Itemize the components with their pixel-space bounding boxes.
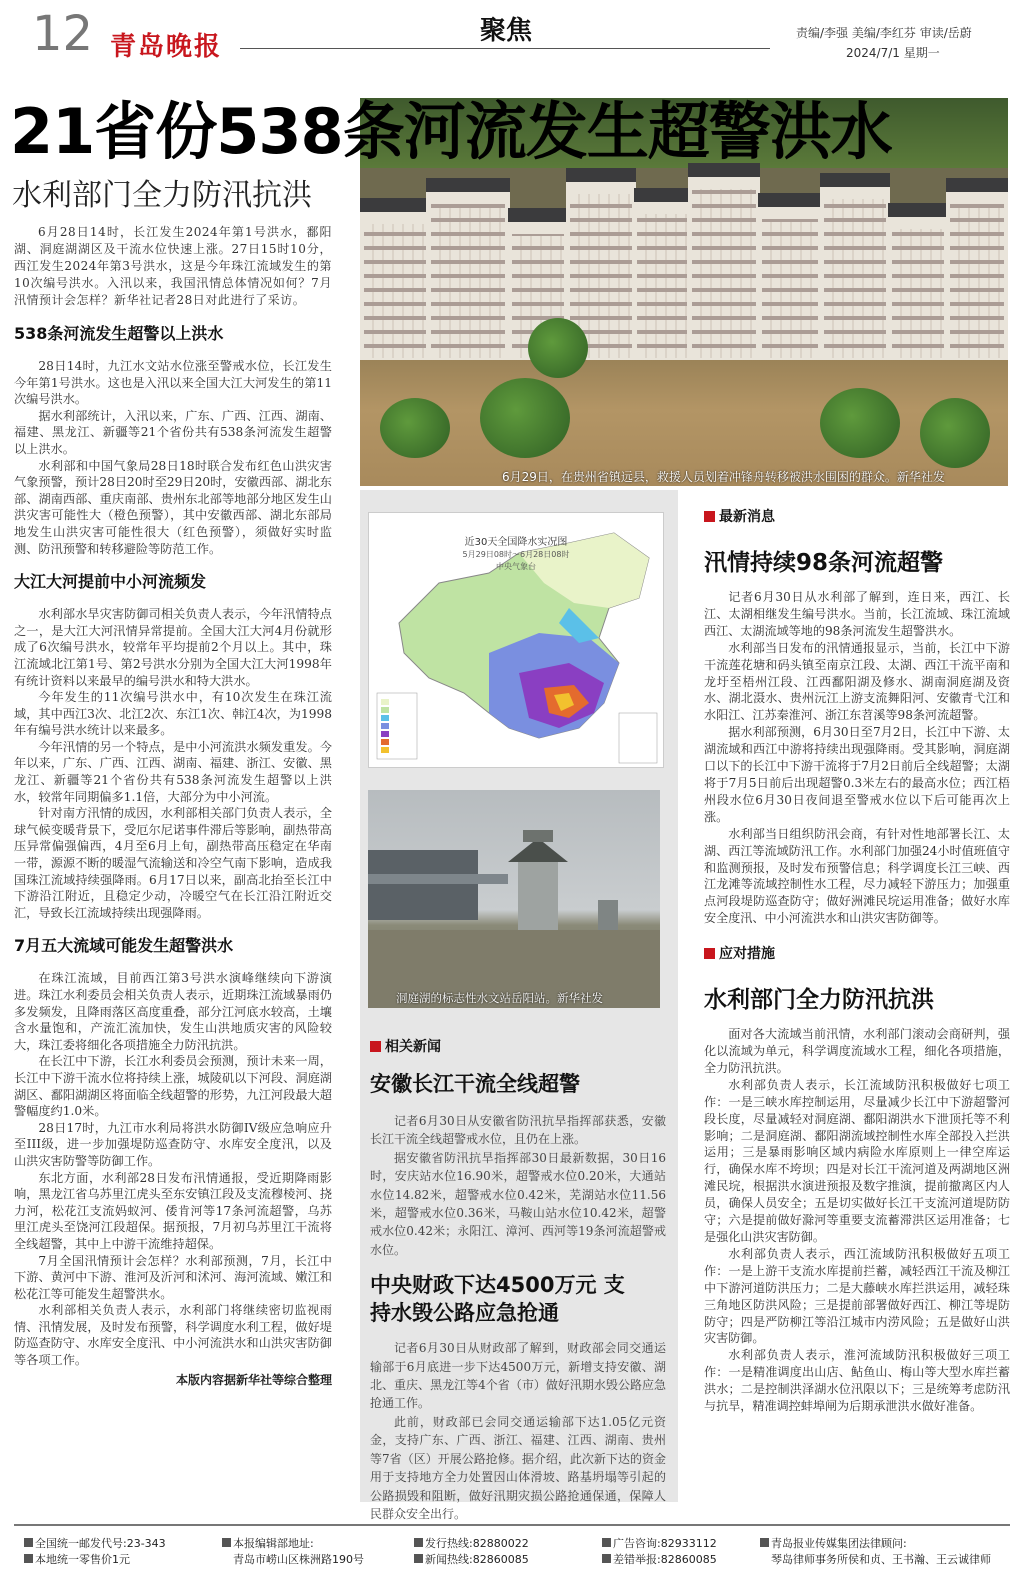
section-heading: 538条河流发生超警以上洪水	[14, 324, 224, 343]
latest-news-paragraph: 据水利部预测，6月30日至7月2日，长江中下游、太湖流域和西江中游将持续出现强降雨。受其影响，洞庭湖口以下的长江中下游干流将于7月2日前后全线超警；太湖将于7月5日前后出现超警0.3米左右的最高水位；西江梧州段水位6月30日夜间退至警戒水位以下后可能再次上涨。	[704, 725, 1010, 824]
main-article	[14, 224, 332, 1388]
riverside-buildings	[360, 158, 1008, 368]
latest-news-paragraph: 水利部当日发布的汛情通报显示，当前，长江中下游干流莲花塘和码头镇至南京江段、太湖、西江干流平南和龙圩至梧州江段、江西鄱阳湖及修水、湖南洞庭湖及资水、湖北滠水、贵州沅江上游支流舞阳河、安徽青弋江和水阳江、江苏秦淮河、浙江东苕溪等98条河流超警。	[704, 640, 1010, 723]
section-heading: 大江大河提前中小河流频发	[14, 572, 207, 592]
section-heading: 7月五大流域可能发生超警洪水	[14, 936, 234, 956]
measures-heading: 水利部门全力防汛抗洪	[704, 987, 934, 1014]
article-lead: 6月28日14时，长江发生2024年第1号洪水，鄱阳湖、洞庭湖湖区及干流水位快速上涨。27日15时10分，西江发生2024年第3号洪水，这是今年珠江流域发生的第10次编号洪水。入汛以来，我国汛情总体情况如何？7月汛情预计会怎样？新华社记者28日对此进行了采访。	[14, 225, 332, 307]
footer-text: 全国统一邮发代号:23-343	[35, 1537, 166, 1550]
station-photo-caption: 洞庭湖的标志性水文站岳阳站。新华社发	[396, 991, 603, 1005]
related-news	[370, 1036, 666, 1523]
article-paragraph: 今年汛情的另一个特点，是中小河流洪水频发重发。今年以来，广东、广西、江西、湖南、福建、浙江、安徽、黑龙江、新疆等21个省份共有538条河流发生超警以上洪水，较常年同期偏多1.1倍，大部分为中小河流。	[14, 739, 332, 804]
measures-paragraph: 水利部负责人表示，西江流域防汛积极做好五项工作：一是上游干支流水库提前拦蓄，减轻西江干流及柳江中下游河道防洪压力；二是大藤峡水库拦洪运用，减轻珠三角地区防洪风险；三是提前部署做好西江、柳江等堤防防守；四是严防柳江等沿江城市内涝风险；五是做好山洪灾害防御。	[704, 1246, 1010, 1346]
article-paragraph: 在长江中下游，长江水利委员会预测，预计未来一周，长江中下游干流水位将持续上涨，城陵矶以下河段、洞庭湖湖区、鄱阳湖湖区将面临全线超警的形势，九江河段最大超警幅度约1.0米。	[14, 1054, 332, 1119]
article-paragraph: 水利部水旱灾害防御司相关负责人表示，今年汛情特点之一，是大江大河汛情异常提前。全国大江大河4月份就形成了6次编号洪水，较常年平均提前2个月以上。其中，珠江流域北江第1号、第2号洪水分别为全国大江大河1998年有统计资料以来最早的编号洪水和特大洪水。	[14, 607, 332, 688]
hero-photo-caption: 6月29日，在贵州省镇远县，救援人员划着冲锋舟转移被洪水围困的群众。新华社发	[502, 470, 945, 484]
footer-text: 青岛报业传媒集团法律顾问:	[771, 1537, 907, 1550]
article-paragraph: 28日17时，九江市水利局将洪水防御IV级应急响应升至III级，进一步加强堤防巡查防守、水库安全度汛，以及山洪灾害防警等防御工作。	[14, 1120, 332, 1168]
page-number: 12	[32, 6, 94, 62]
measures-paragraph: 水利部负责人表示，长江流域防汛积极做好七项工作：一是三峡水库控制运用，尽量减少长江中下游超警河段长度，尽量减轻对洞庭湖、鄱阳湖洪水下泄顶托等不利影响；二是洞庭湖、鄱阳湖流域控制性水库全部投入拦洪运用；三是暴雨影响区域内病险水库原则上一律空库运行，确保水库不垮坝；四是对长江干流河道及两湖地区洲滩民垸，根据洪水演进预报及数字推演，提前撤离区内人员，确保人员安全；五是切实做好长江干支流河道堤防防守；六是提前做好滁河等重要支流蓄滞洪区运用准备；七是强化山洪灾害防御。	[704, 1077, 1010, 1244]
main-headline: 21省份538条河流发生超警洪水	[10, 95, 892, 168]
hydrology-station-photo	[368, 790, 660, 1008]
footer-item-address	[222, 1536, 364, 1568]
map-source: 中央气象台	[496, 562, 536, 571]
sub-headline: 水利部门全力防汛抗洪	[12, 178, 312, 213]
measures-tag: 应对措施	[704, 943, 1010, 963]
article-paragraph: 水利部和中国气象局28日18时联合发布红色山洪灾害气象预警，预计28日20时至29日20时，安徽西部、湖北东部、湖南西部、重庆南部、贵州东北部等地部分地区发生山洪灾害可能性大（橙色预警），其中安徽西部、湖北东部局地发生山洪灾害可能性很大（红色预警），须做好实时监测、防汛预警和转移避险等防范工作。	[14, 458, 332, 556]
latest-news-paragraph: 记者6月30日从水利部了解到，连日来，西江、长江、太湖相继发生编号洪水。当前，长江流域、珠江流域西江、太湖流域等地的98条河流发生超警洪水。	[704, 590, 1010, 638]
article-paragraph: 今年发生的11次编号洪水中，有10次发生在珠江流域，其中西江3次、北江2次、东江1次、韩江4次，为1998年有编号洪水统计以来最多。	[14, 690, 332, 738]
footer-item-hotlines	[414, 1536, 529, 1568]
section-title: 聚焦	[480, 16, 533, 46]
related-story-paragraph: 记者6月30日从财政部了解到，财政部会同交通运输部于6月底进一步下达4500万元，新增支持安徽、湖北、重庆、黑龙江等4个省（市）做好汛期水毁公路应急抢通工作。	[370, 1341, 666, 1411]
footer-text: 发行热线:82880022	[425, 1537, 529, 1550]
latest-news-paragraph: 水利部当日组织防汛会商，有针对性地部署长江、太湖、西江等流域防汛工作。水利部门加强24小时值班值守和监测预报，及时发布预警信息；科学调度长江三峡、西江龙滩等流域控制性水工程，尽力减轻下游压力；加强重点河段堤防巡查防守；做好洲滩民垸运用准备；做好水库安全度汛、中小河流洪水和山洪灾害防御等。	[704, 826, 1010, 926]
article-paragraph: 水利部相关负责人表示，水利部门将继续密切监视雨情、汛情发展，及时发布预警，科学调度水利工程，做好堤防巡查防守、水库安全度汛、中小河流洪水和山洪灾害防御等各项工作。	[14, 1303, 332, 1368]
footer-text: 本报编辑部地址:	[233, 1537, 314, 1550]
footer-text: 琴岛律师事务所侯和贞、王书瀚、王云诚律师	[771, 1553, 991, 1566]
related-story-paragraph: 据安徽省防汛抗旱指挥部30日最新数据，30日16时，安庆站水位16.90米，超警戒水位0.20米，大通站水位14.82米，超警戒水位0.42米，芜湖站水位11.56米，超警戒水位0.36米，马鞍山站水位10.42米，超警戒水位0.42米；永阳江、漳河、西河等19条河流超警戒水位。	[370, 1150, 666, 1257]
related-story-heading: 中央财政下达4500万元 支持水毁公路应急抢通	[370, 1273, 625, 1326]
latest-news-heading: 汛情持续98条河流超警	[704, 550, 944, 576]
measures-paragraph: 面对各大流域当前汛情，水利部门滚动会商研判，强化以流域为单元，科学调度流域水工程，细化各项措施，全力防汛抗洪。	[704, 1027, 1010, 1075]
article-paragraph: 据水利部统计，入汛以来，广东、广西、江西、湖南、福建、黑龙江、新疆等21个省份共有538条河流发生超警以上洪水。	[14, 408, 332, 456]
related-news-tag: 相关新闻	[370, 1036, 666, 1056]
footer-item-postal	[24, 1536, 166, 1568]
footer-text: 青岛市崂山区株洲路190号	[233, 1553, 364, 1566]
latest-news-tag: 最新消息	[704, 506, 1010, 526]
article-paragraph: 28日14时，九江水文站水位涨至警戒水位，长江发生今年第1号洪水。这也是入汛以来全国大江大河发生的第11次编号洪水。	[14, 359, 332, 407]
related-story-paragraph: 记者6月30日从安徽省防汛抗旱指挥部获悉，安徽长江干流全线超警戒水位，且仍在上涨。	[370, 1114, 666, 1147]
footer-text: 新闻热线:82860085	[425, 1553, 529, 1566]
newspaper-logo: 青岛晚报	[110, 32, 223, 62]
right-column	[704, 506, 1010, 1415]
editor-credits: 责编/李强 美编/李红芬 审读/岳蔚	[796, 26, 972, 40]
measures-paragraph: 水利部负责人表示，淮河流域防汛积极做好三项工作：一是精准调度出山店、鲇鱼山、梅山等大型水库拦蓄洪水；二是控制洪泽湖水位汛限以下；三是统筹考虑防汛与抗旱，精准调控蚌埠闸为后期承泄洪水做好准备。	[704, 1348, 1010, 1414]
issue-date: 2024/7/1 星期一	[846, 46, 940, 60]
related-story-paragraph: 此前，财政部已会同交通运输部下达1.05亿元资金，支持广东、广西、浙江、福建、江西、湖南、贵州等7省（区）开展公路抢修。据介绍，此次新下达的资金用于支持地方全力处置因山体滑坡、路基坍塌等引起的公路损毁和阻断，做好汛期灾损公路抢通保通，保障人民群众安全出行。	[370, 1414, 666, 1521]
source-credit: 本版内容据新华社等综合整理	[175, 1372, 332, 1387]
article-paragraph: 针对南方汛情的成因，水利部相关部门负责人表示，全球气候变暖背景下，受厄尔尼诺事件滞后等影响，副热带高压异常偏强偏西，4月至6月上旬，副热带高压稳定在华南一带，源源不断的暖湿气流输送和冷空气南下影响，造成我国珠江流域持续强降雨。6月17日以来，副高北抬至长江中下游沿江附近，且稳定少动，冷暖空气在长江沿江附近交汇，导致长江流域持续出现强降雨。	[14, 806, 332, 920]
map-title: 近30天全国降水实况图	[464, 537, 568, 548]
related-story-heading: 安徽长江干流全线超警	[370, 1072, 580, 1096]
footer-text: 广告咨询:82933112	[613, 1537, 717, 1550]
footer-item-legal	[760, 1536, 991, 1568]
footer-item-ads	[602, 1536, 717, 1568]
footer-text: 差错举报:82860085	[613, 1553, 717, 1566]
map-date-range: 5月29日08时～6月28日08时	[462, 550, 570, 559]
footer-divider	[14, 1524, 1010, 1526]
footer-text: 本地统一零售价1元	[35, 1553, 130, 1566]
precipitation-map	[368, 512, 664, 768]
article-paragraph: 东北方面，水利部28日发布汛情通报，受近期降雨影响，黑龙江省乌苏里江虎头至东安镇江段及支流穆棱河、挠力河，松花江支流妈蚁河、倭肯河等17条河流超警，乌苏里江虎头至饶河江段超保。据预报，7月初乌苏里江干流将全线超警，其中上中游干流维持超保。	[14, 1170, 332, 1251]
header-divider	[240, 48, 770, 49]
article-paragraph: 在珠江流域，目前西江第3号洪水演峰继续向下游演进。珠江水利委员会相关负责人表示，近期珠江流域暴雨仍多发频发，且降雨落区高度重叠，部分江河底水较高，土壤含水量饱和，产流汇流加快，发生山洪地质灾害的风险较大，珠江委将细化各项措施全力防汛抗洪。	[14, 971, 332, 1052]
article-paragraph: 7月全国汛情预计会怎样？水利部预测，7月，长江中下游、黄河中下游、淮河及沂河和沭河、海河流域、嫩江和松花江等可能发生超警洪水。	[14, 1253, 332, 1301]
station-graphic	[368, 790, 660, 1008]
